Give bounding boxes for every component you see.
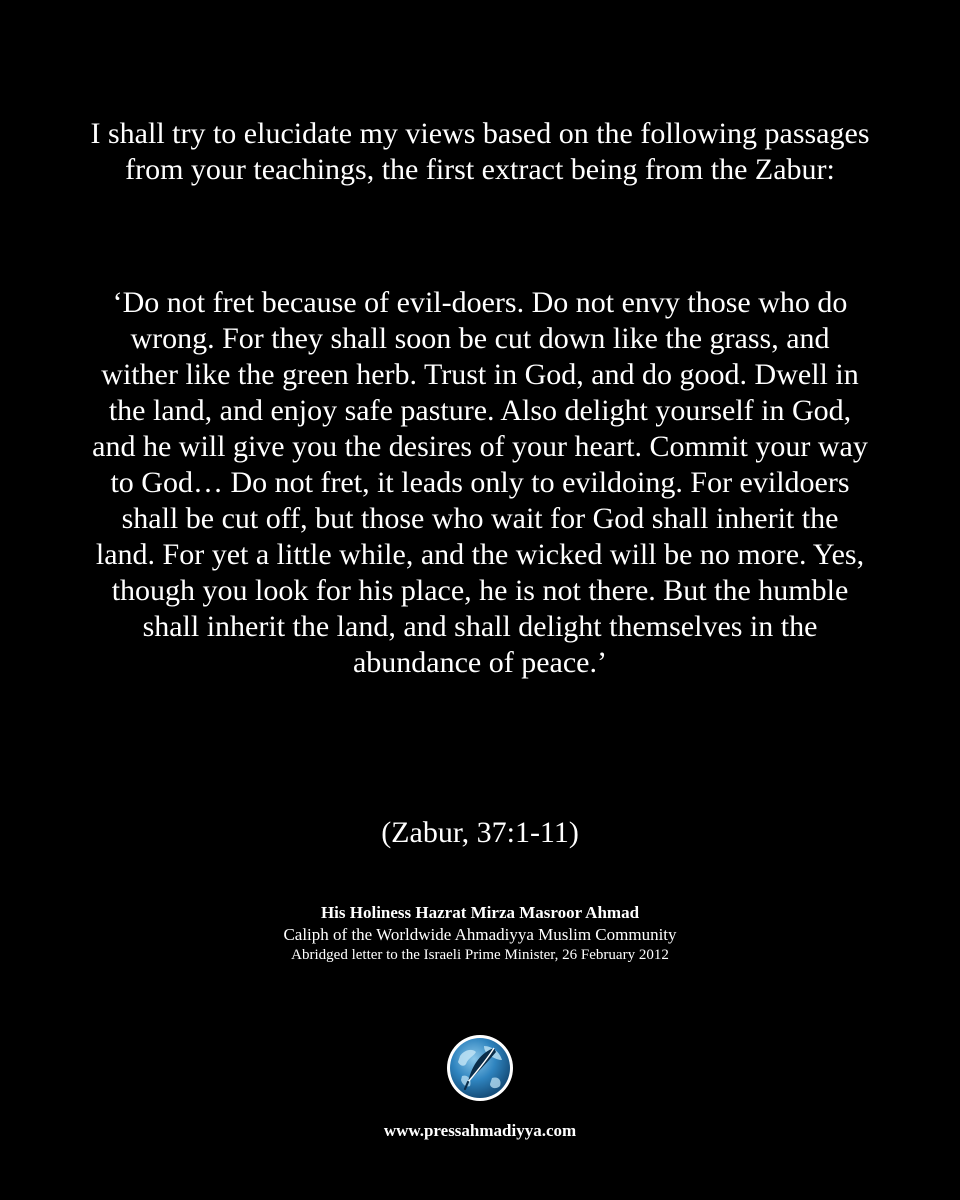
author-title: Caliph of the Worldwide Ahmadiyya Muslim Community: [283, 925, 677, 944]
website-link[interactable]: www.pressahmadiyya.com: [383, 1121, 577, 1140]
intro-paragraph: I shall try to elucidate my views based on the following passages from your teachings, the first extract being from the Zabur:: [90, 117, 870, 186]
scripture-reference: (Zabur, 37:1-11): [381, 816, 579, 849]
attribution-block: [80, 902, 880, 965]
globe-quill-logo-icon: [446, 1034, 514, 1102]
scripture-quote: ‘Do not fret because of evil-doers. Do not envy those who do wrong. For they shall soon be cut down like the grass, and wither like the green herb. Trust in God, and do good. Dwell in the land, and enjoy safe pasture. Also delight yourself in God, and he will give you the desires of your heart. Commit your way to God… Do not fret, it leads only to evildoing. For evildoers shall be cut off, but those who wait for God shall inherit the land. For yet a little while, and the wicked will be no more. Yes, though you look for his place, he is not there. But the humble shall inherit the land, and shall delight themselves in the abundance of peace.’: [92, 286, 868, 679]
author-name: His Holiness Hazrat Mirza Masroor Ahmad: [320, 903, 640, 922]
letter-source: Abridged letter to the Israeli Prime Minister, 26 February 2012: [291, 947, 669, 963]
